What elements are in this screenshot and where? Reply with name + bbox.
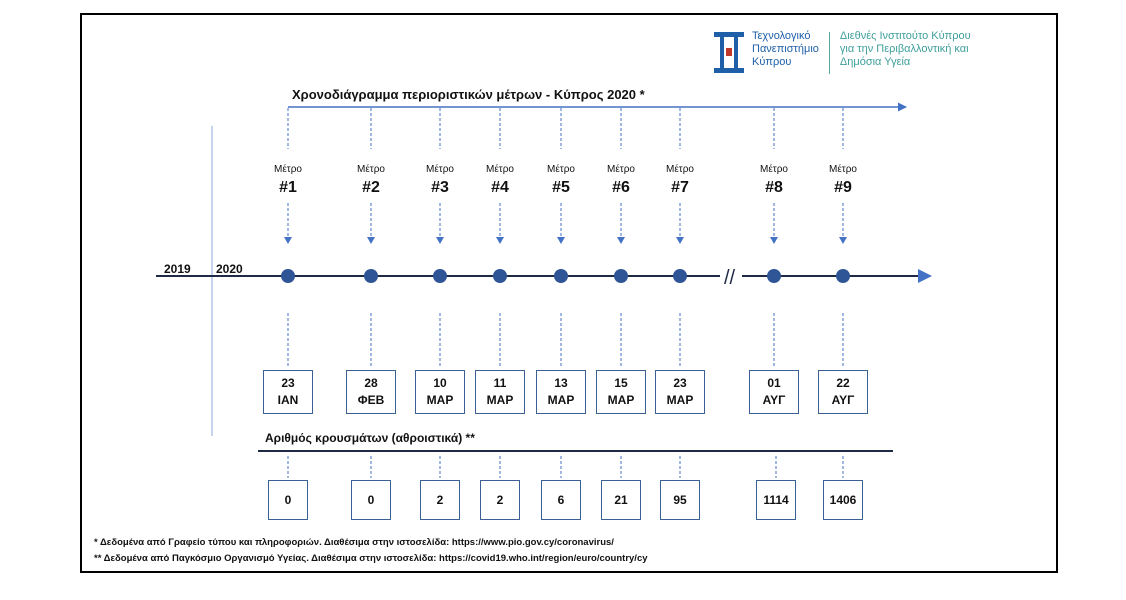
- arrow-head-6: [617, 237, 625, 244]
- timeline-node-5: [554, 269, 568, 283]
- timeline-title: Χρονοδιάγραμμα περιοριστικών μέτρων - Κύπρος 2020 *: [292, 87, 645, 102]
- date-day-1: 23: [281, 376, 295, 390]
- date-month-7: ΜΑΡ: [666, 393, 694, 407]
- axis-arrow-head: [918, 269, 932, 283]
- measure-label-7: Μέτρο: [666, 164, 694, 175]
- case-count-4: 2: [480, 480, 520, 520]
- measure-label-8: Μέτρο: [760, 164, 788, 175]
- header-logos: [712, 30, 971, 74]
- date-month-8: ΑΥΓ: [762, 393, 786, 407]
- timeline-node-3: [433, 269, 447, 283]
- arrow-head-8: [770, 237, 778, 244]
- measure-number-5: #5: [552, 179, 570, 196]
- axis-break-mark: //: [724, 267, 736, 289]
- measure-number-4: #4: [491, 179, 509, 196]
- institute-line-1: Διεθνές Ινστιτούτο Κύπρου: [839, 30, 971, 42]
- date-month-9: ΑΥΓ: [831, 393, 855, 407]
- year-2020-label: 2020: [216, 262, 243, 276]
- measure-number-7: #7: [671, 179, 689, 196]
- case-count-5: 6: [541, 480, 581, 520]
- date-day-6: 15: [614, 376, 628, 390]
- tepak-logo-icon: [712, 30, 746, 74]
- tepak-line-2: Πανεπιστήμιο: [752, 43, 819, 55]
- date-box-2: [346, 370, 396, 414]
- logo-divider: [829, 32, 830, 74]
- date-box-4: [475, 370, 525, 414]
- arrow-head-1: [284, 237, 292, 244]
- date-box-3: [415, 370, 465, 414]
- measure-label-4: Μέτρο: [486, 164, 514, 175]
- case-count-9: 1406: [823, 480, 863, 520]
- date-day-4: 11: [493, 376, 507, 390]
- measure-label-5: Μέτρο: [547, 164, 575, 175]
- timeline-node-7: [673, 269, 687, 283]
- date-day-5: 13: [554, 376, 568, 390]
- date-day-3: 10: [433, 376, 447, 390]
- date-box-5: [536, 370, 586, 414]
- date-box-9: [818, 370, 868, 414]
- institute-line-2: για την Περιβαλλοντική και: [839, 43, 969, 55]
- footnote-1: * Δεδομένα από Γραφείο τύπου και πληροφοριών. Διαθέσιμα στην ιστοσελίδα: https://www.pio.gov.cy/coronavirus/: [94, 537, 614, 548]
- date-box-1: [263, 370, 313, 414]
- case-count-3: 2: [420, 480, 460, 520]
- arrow-head-7: [676, 237, 684, 244]
- case-count-7: 95: [660, 480, 700, 520]
- institute-line-3: Δημόσια Υγεία: [839, 56, 911, 68]
- date-box-8: [749, 370, 799, 414]
- tepak-name: [752, 30, 819, 69]
- case-count-6: 21: [601, 480, 641, 520]
- measure-number-6: #6: [612, 179, 630, 196]
- arrow-head-4: [496, 237, 504, 244]
- timeline-node-6: [614, 269, 628, 283]
- date-day-2: 28: [364, 376, 378, 390]
- measure-number-1: #1: [279, 179, 297, 196]
- year-2019-label: 2019: [164, 262, 191, 276]
- date-month-2: ΦΕΒ: [357, 393, 385, 407]
- date-day-8: 01: [767, 376, 781, 390]
- date-box-6: [596, 370, 646, 414]
- institute-name: [840, 30, 971, 69]
- timeline-node-8: [767, 269, 781, 283]
- measure-number-3: #3: [431, 179, 449, 196]
- date-month-6: ΜΑΡ: [607, 393, 635, 407]
- cases-title: Αριθμός κρουσμάτων (αθροιστικά) **: [265, 431, 475, 445]
- measure-label-6: Μέτρο: [607, 164, 635, 175]
- timeline-node-1: [281, 269, 295, 283]
- date-day-9: 22: [836, 376, 850, 390]
- date-month-5: ΜΑΡ: [547, 393, 575, 407]
- arrow-head-3: [436, 237, 444, 244]
- timeline-node-9: [836, 269, 850, 283]
- timeline-node-2: [364, 269, 378, 283]
- date-month-3: ΜΑΡ: [426, 393, 454, 407]
- date-day-7: 23: [673, 376, 687, 390]
- date-box-7: [655, 370, 705, 414]
- date-month-1: ΙΑΝ: [277, 393, 299, 407]
- timeline-node-4: [493, 269, 507, 283]
- measure-label-9: Μέτρο: [829, 164, 857, 175]
- footnote-2: ** Δεδομένα από Παγκόσμιο Οργανισμό Υγείας. Διαθέσιμα στην ιστοσελίδα: https://covid19.who.int/region/euro/country/cy: [94, 553, 648, 564]
- tepak-line-1: Τεχνολογικό: [752, 30, 811, 42]
- measure-number-2: #2: [362, 179, 380, 196]
- case-count-8: 1114: [756, 480, 796, 520]
- arrow-head-9: [839, 237, 847, 244]
- measure-number-9: #9: [834, 179, 852, 196]
- measure-label-3: Μέτρο: [426, 164, 454, 175]
- arrow-head-2: [367, 237, 375, 244]
- arrow-head-5: [557, 237, 565, 244]
- measure-label-1: Μέτρο: [274, 164, 302, 175]
- date-month-4: ΜΑΡ: [486, 393, 514, 407]
- case-count-2: 0: [351, 480, 391, 520]
- tepak-line-3: Κύπρου: [752, 56, 792, 68]
- case-count-1: 0: [268, 480, 308, 520]
- measure-label-2: Μέτρο: [357, 164, 385, 175]
- measure-number-8: #8: [765, 179, 783, 196]
